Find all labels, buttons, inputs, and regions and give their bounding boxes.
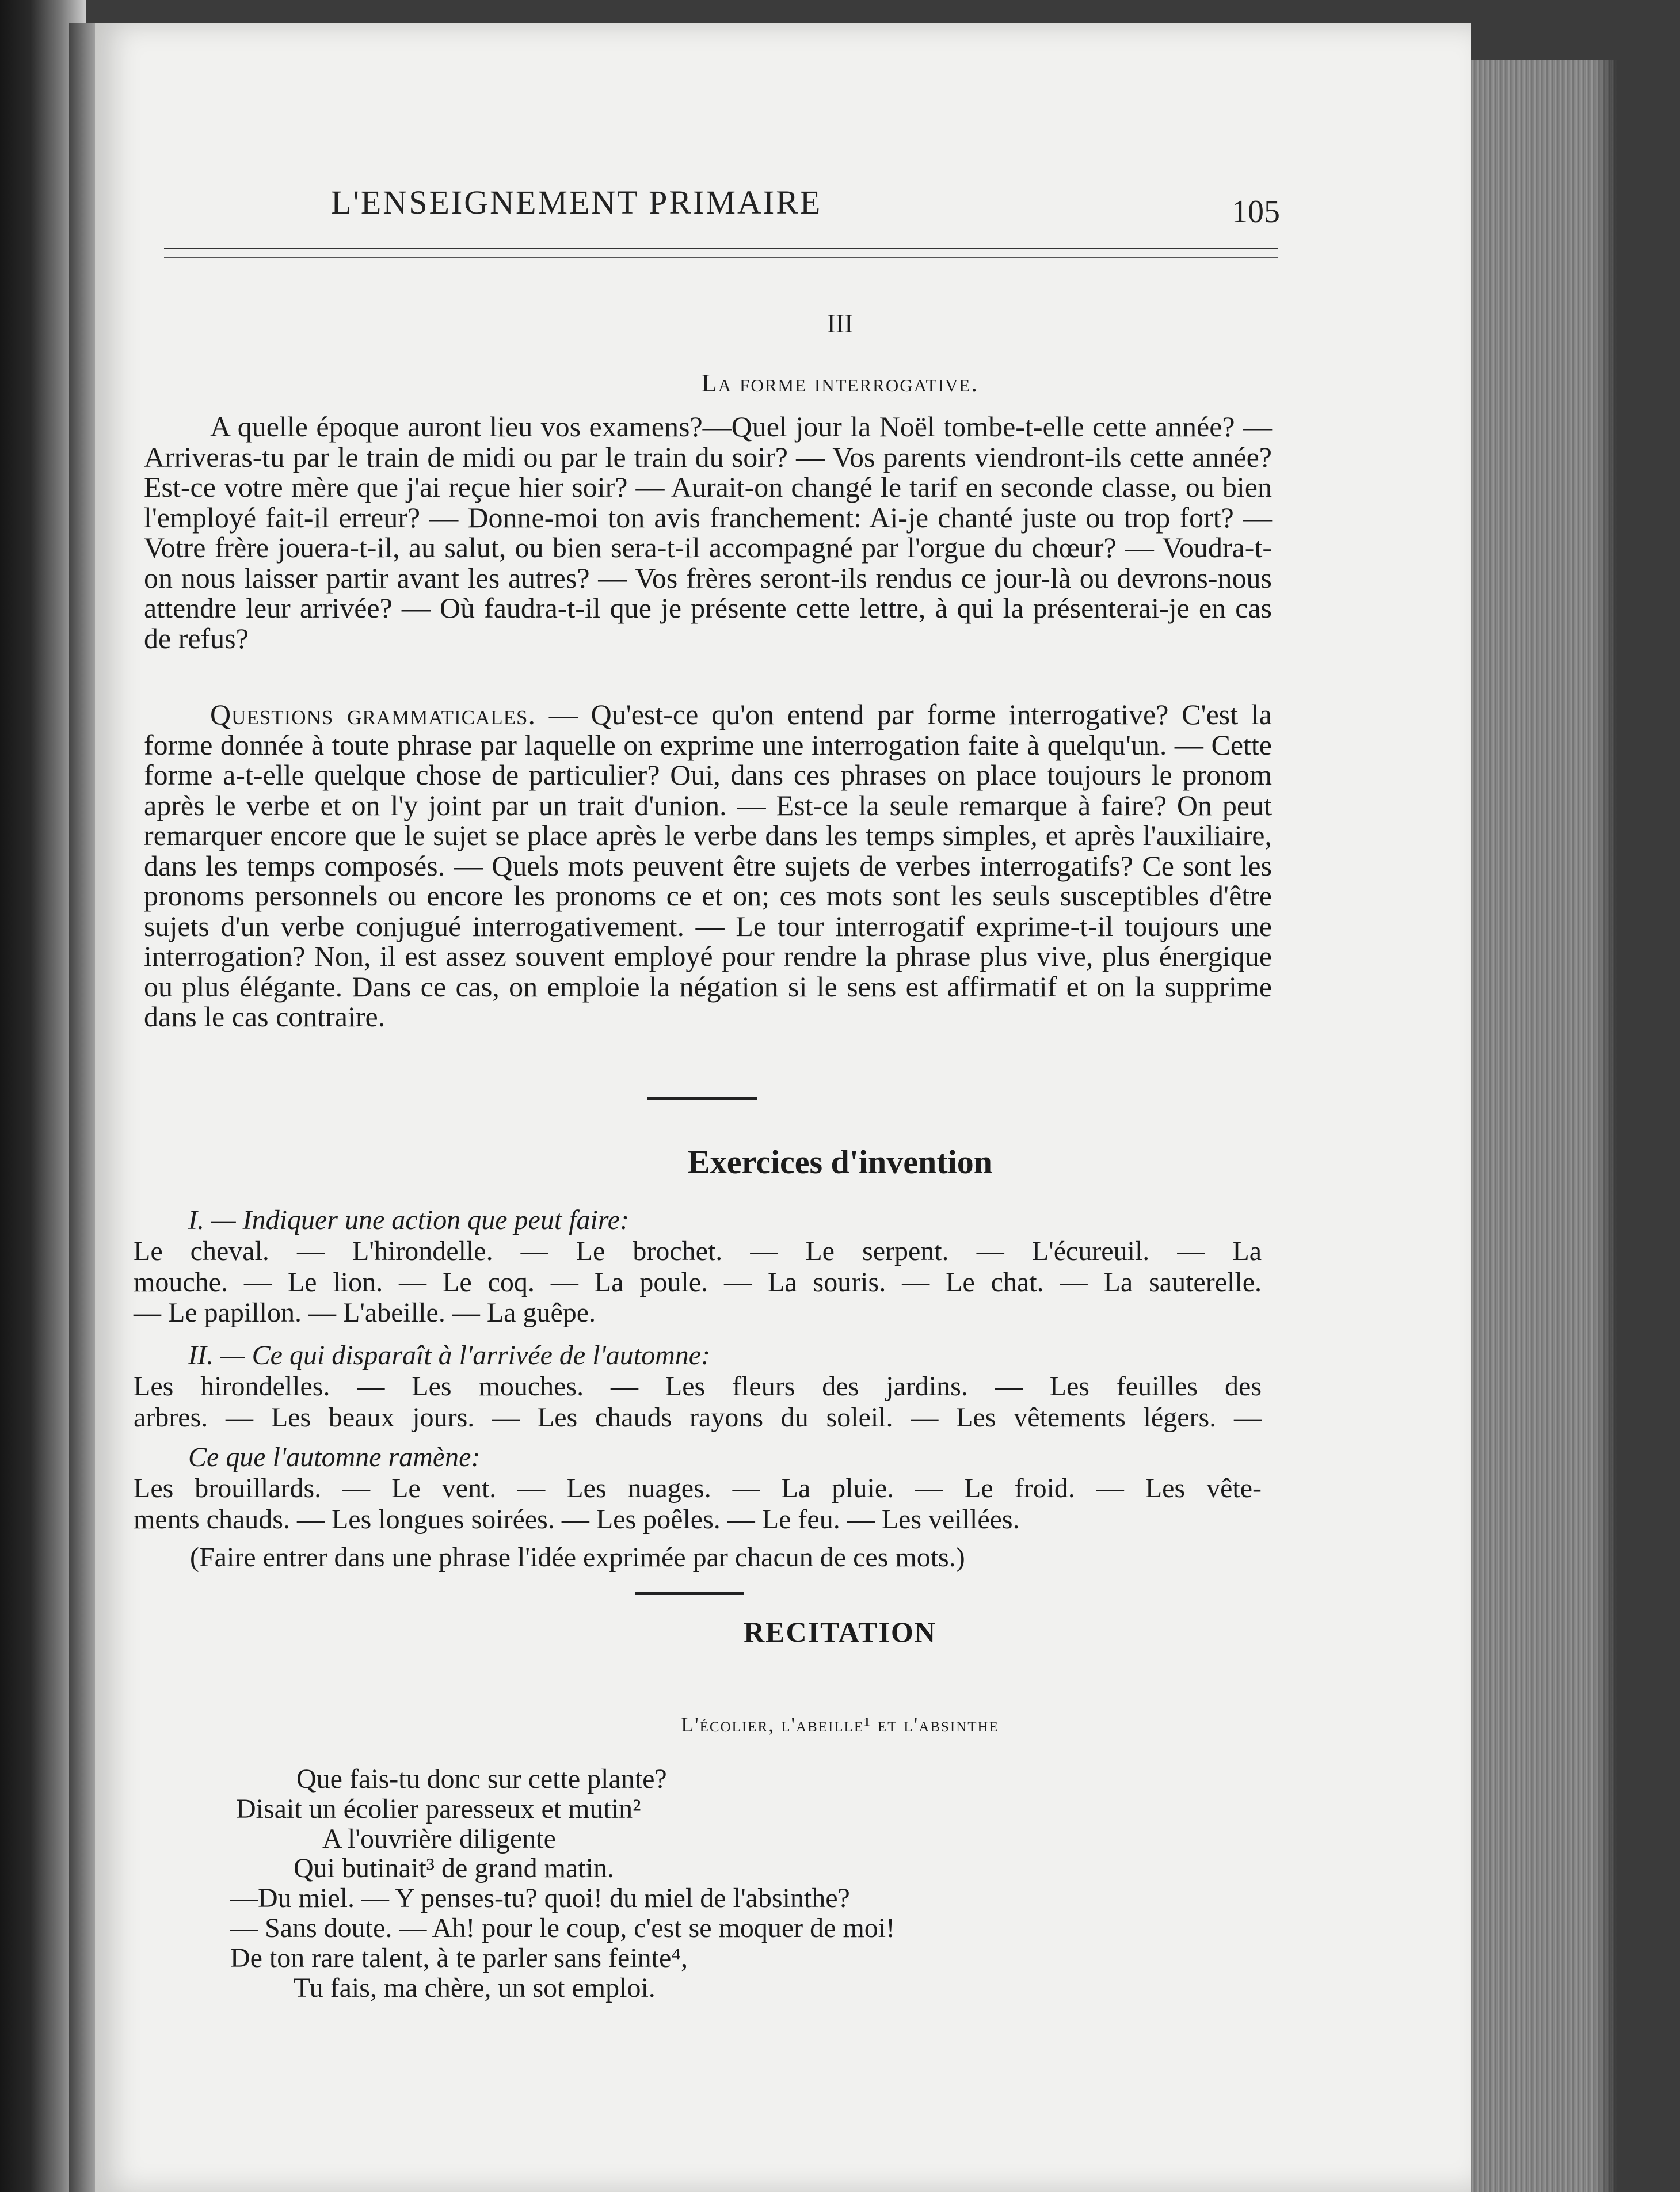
exercise-1-line: — Le papillon. — L'abeille. — La guêpe. [134,1297,596,1329]
paragraph-lead: Questions grammaticales. [210,698,536,730]
poem-verse: Que fais-tu donc sur cette plante? [296,1764,667,1794]
exercise-3-line: ments chauds. — Les longues soirées. — Les poêles. — Le feu. — Les veillées. [134,1504,1020,1535]
page-number: 105 [1232,194,1280,230]
exercise-2-head: II. — Ce qui disparaît à l'arrivée de l'automne: [188,1340,711,1371]
exercise-1 [134,1205,1262,1329]
poem-verse: De ton rare talent, à te parler sans feinte⁴, [230,1942,688,1973]
section-divider [635,1592,744,1595]
recitation-heading: RECITATION [744,1616,936,1648]
exercise-3 [134,1442,1262,1535]
exercise-1-head: I. — Indiquer une action que peut faire: [188,1205,630,1235]
exercise-2 [134,1340,1262,1433]
poem-verse: A l'ouvrière diligente [322,1823,556,1854]
poem-verse: Qui butinait³ de grand matin. [294,1853,614,1884]
exercise-3-head: Ce que l'automne ramène: [188,1442,481,1472]
paragraph-body: — Qu'est-ce qu'on entend par forme interrogative? C'est la forme donnée à toute phrase par laquelle on exprime une interrogation faite à quelqu'un. — Cette forme a-t-elle quelque chose de particulier? Oui, dans ces phrases on place toujours le pronom après le verbe et on l'y joint par un trait d'union. — Est-ce la seule remarque à faire? On peut remarquer encore que le sujet se place après le verbe dans les temps simples, et après l'auxiliaire, dans les temps composés. — Quels mots peuvent être sujets de verbes interrogatifs? Ce sont les pronoms personnels ou encore les pronoms ce et on; ces mots sont les seuls susceptibles d'être sujets d'un verbe conjugué interrogativement. — Le tour interrogatif exprime-t-il toujours une interrogation? Non, il est assez souvent employé pour rendre la phrase plus vive, plus énergique ou plus élégante. Dans ce cas, on emploie la négation si le sens est affirmatif et on la supprime dans le cas contraire. [144,698,1272,1033]
poem-verse: —Du miel. — Y penses-tu? quoi! du miel de l'absinthe? [230,1883,850,1914]
exercise-2-line: Les hirondelles. — Les mouches. — Les fleurs des jardins. — Les feuilles des [134,1371,1262,1402]
header-rule [164,248,1278,258]
poem-verse: Tu fais, ma chère, un sot emploi. [294,1972,656,2003]
poem-verse: Disait un écolier paresseux et mutin² [236,1793,641,1824]
exercise-1-line: mouche. — Le lion. — Le coq. — La poule. — La souris. — Le chat. — La sauterelle. [134,1266,1262,1297]
poem [230,1764,895,2003]
exercise-instruction: (Faire entrer dans une phrase l'idée exprimée par chacun de ces mots.) [190,1542,965,1573]
exercise-2-line: arbres. — Les beaux jours. — Les chauds rayons du soleil. — Les vêtements légers. — [134,1402,1262,1433]
exercises-heading: Exercices d'invention [688,1143,992,1181]
exercise-3-line: Les brouillards. — Le vent. — Les nuages. — La pluie. — Le froid. — Les vête- [134,1472,1262,1504]
exercise-1-line: Le cheval. — L'hirondelle. — Le brochet. — Le serpent. — L'écureuil. — La [134,1235,1262,1266]
paragraph-interrogative-examples: A quelle époque auront lieu vos examens?—Quel jour la Noël tombe-t-elle cette année? — Arriveras-tu par le train de midi ou par le train du soir? — Vos parents viendront-ils cette année? Est-ce votre mère que j'ai reçue hier soir? — Aurait-on changé le tarif en seconde classe, ou bien l'employé fait-il erreur? — Donne-moi ton avis franchement: Ai-je chanté juste ou trop fort? — Votre frère jouera-t-il, au salut, ou bien sera-t-il accompagné par l'orgue du chœur? — Voudra-t-on nous laisser partir avant les autres? — Vos frères seront-ils rendus ce jour-là ou devrons-nous attendre leur arrivée? — Où faudra-t-il que je présente cette lettre, à qui la présenterai-je en cas de refus? [144,410,1272,654]
running-title: L'ENSEIGNEMENT PRIMAIRE [331,184,822,221]
poem-title: L'écolier, l'abeille¹ et l'absinthe [681,1713,999,1736]
section-number: III [826,309,854,338]
poem-verse: — Sans doute. — Ah! pour le coup, c'est se moquer de moi! [230,1913,896,1944]
paragraph-grammatical-questions [144,699,1272,1032]
section-title: La forme interrogative. [701,369,979,397]
section-divider [647,1097,757,1100]
